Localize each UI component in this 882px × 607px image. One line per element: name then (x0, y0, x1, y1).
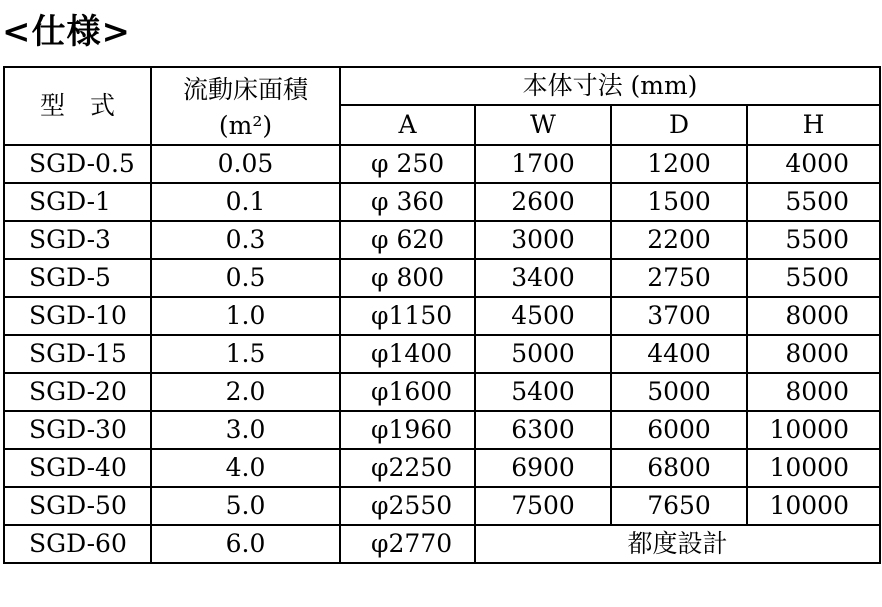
cell-w: 1700 (475, 145, 611, 183)
cell-h: 5500 (747, 221, 880, 259)
cell-w: 3000 (475, 221, 611, 259)
cell-h: 5500 (747, 259, 880, 297)
cell-area: 0.05 (151, 145, 340, 183)
table-row (4, 297, 880, 335)
cell-model: SGD-30 (4, 411, 151, 449)
cell-d: 6800 (611, 449, 747, 487)
cell-model: SGD-20 (4, 373, 151, 411)
spec-table (3, 66, 881, 564)
cell-d: 4400 (611, 335, 747, 373)
cell-model: SGD-15 (4, 335, 151, 373)
cell-d: 1500 (611, 183, 747, 221)
cell-a: φ1600 (340, 373, 475, 411)
cell-w: 6900 (475, 449, 611, 487)
cell-a: φ 250 (340, 145, 475, 183)
table-row (4, 145, 880, 183)
header-area (151, 67, 340, 145)
table-row (4, 411, 880, 449)
cell-area: 6.0 (151, 525, 340, 563)
cell-area: 5.0 (151, 487, 340, 525)
header-dimensions: 本体寸法 (mm) (340, 67, 880, 105)
cell-model: SGD-50 (4, 487, 151, 525)
cell-model: SGD-10 (4, 297, 151, 335)
cell-a: φ2550 (340, 487, 475, 525)
cell-w: 3400 (475, 259, 611, 297)
cell-area: 1.0 (151, 297, 340, 335)
cell-w: 4500 (475, 297, 611, 335)
cell-area: 0.5 (151, 259, 340, 297)
table-row (4, 221, 880, 259)
cell-h: 8000 (747, 373, 880, 411)
cell-area: 2.0 (151, 373, 340, 411)
cell-h: 10000 (747, 487, 880, 525)
cell-a: φ 360 (340, 183, 475, 221)
cell-h: 10000 (747, 449, 880, 487)
cell-w: 5000 (475, 335, 611, 373)
table-row (4, 525, 880, 563)
header-model: 型 式 (4, 67, 151, 145)
cell-w: 5400 (475, 373, 611, 411)
cell-a: φ 800 (340, 259, 475, 297)
cell-a: φ1400 (340, 335, 475, 373)
cell-d: 5000 (611, 373, 747, 411)
cell-a: φ1960 (340, 411, 475, 449)
cell-model: SGD-1 (4, 183, 151, 221)
cell-a: φ 620 (340, 221, 475, 259)
cell-h: 10000 (747, 411, 880, 449)
page-title: <仕様> (2, 12, 131, 52)
cell-h: 8000 (747, 335, 880, 373)
cell-model: SGD-3 (4, 221, 151, 259)
table-row (4, 373, 880, 411)
table-row (4, 335, 880, 373)
cell-a: φ2250 (340, 449, 475, 487)
cell-h: 4000 (747, 145, 880, 183)
cell-area: 1.5 (151, 335, 340, 373)
cell-model: SGD-60 (4, 525, 151, 563)
cell-custom-design: 都度設計 (475, 525, 880, 563)
cell-model: SGD-0.5 (4, 145, 151, 183)
cell-d: 3700 (611, 297, 747, 335)
cell-w: 7500 (475, 487, 611, 525)
cell-area: 0.1 (151, 183, 340, 221)
cell-h: 8000 (747, 297, 880, 335)
cell-model: SGD-40 (4, 449, 151, 487)
table-row (4, 487, 880, 525)
table-row (4, 449, 880, 487)
header-h: H (747, 105, 880, 145)
header-area-label: 流動床面積 (182, 75, 308, 104)
table-row (4, 259, 880, 297)
cell-area: 0.3 (151, 221, 340, 259)
cell-area: 3.0 (151, 411, 340, 449)
cell-d: 7650 (611, 487, 747, 525)
cell-w: 2600 (475, 183, 611, 221)
cell-a: φ2770 (340, 525, 475, 563)
cell-w: 6300 (475, 411, 611, 449)
cell-a: φ1150 (340, 297, 475, 335)
cell-area: 4.0 (151, 449, 340, 487)
header-a: A (340, 105, 475, 145)
cell-d: 1200 (611, 145, 747, 183)
header-area-unit: (m²) (218, 111, 273, 140)
cell-d: 2750 (611, 259, 747, 297)
cell-d: 6000 (611, 411, 747, 449)
header-d: D (611, 105, 747, 145)
table-row (4, 183, 880, 221)
header-w: W (475, 105, 611, 145)
cell-h: 5500 (747, 183, 880, 221)
cell-d: 2200 (611, 221, 747, 259)
cell-model: SGD-5 (4, 259, 151, 297)
